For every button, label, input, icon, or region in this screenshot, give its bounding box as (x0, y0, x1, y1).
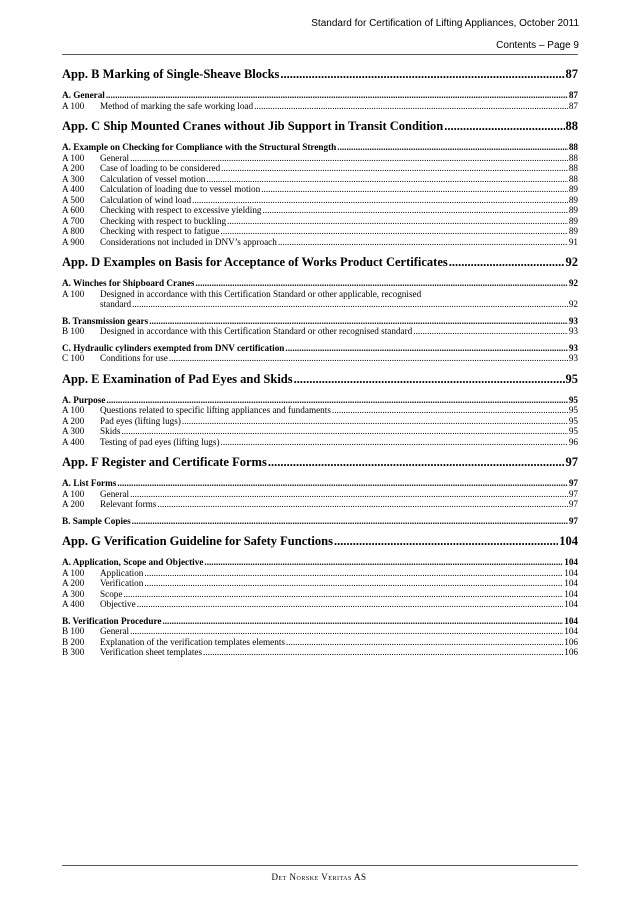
item-number: A 300 (62, 173, 85, 184)
leader-dots (195, 278, 567, 289)
section-title: A. List Forms (62, 478, 117, 488)
leader-dots (268, 455, 565, 470)
toc-item-entry[interactable] (62, 489, 578, 500)
leader-dots (221, 437, 568, 448)
toc-section-entry[interactable] (62, 142, 578, 153)
toc-item-entry[interactable] (62, 205, 578, 216)
leader-dots (132, 516, 568, 527)
item-page: 92 (568, 299, 578, 309)
item-number: A 100 (62, 100, 85, 111)
item-page: 104 (564, 578, 578, 588)
item-number: C 100 (62, 353, 85, 363)
header-divider (62, 54, 578, 55)
section-page: 97 (568, 478, 578, 488)
toc-section-entry[interactable] (62, 395, 578, 406)
leader-dots (144, 568, 563, 579)
leader-dots (169, 353, 568, 364)
leader-dots (261, 184, 568, 195)
item-page: 104 (564, 626, 578, 636)
toc-item-entry[interactable] (62, 289, 578, 310)
toc-section-entry[interactable] (62, 478, 578, 489)
item-title: Calculation of loading due to vessel motion (100, 184, 261, 194)
toc-item-entry[interactable] (62, 405, 578, 416)
toc-item-entry[interactable] (62, 216, 578, 227)
toc-appendix-entry[interactable] (62, 67, 578, 82)
toc-item-entry[interactable] (62, 184, 578, 195)
leader-dots (206, 174, 567, 185)
item-page: 95 (568, 405, 578, 415)
item-title: Objective (100, 599, 136, 609)
item-number: A 400 (62, 436, 85, 447)
item-number: A 500 (62, 194, 85, 205)
toc-item-entry[interactable] (62, 195, 578, 206)
item-number: A 200 (62, 415, 85, 426)
leader-dots (121, 426, 567, 437)
leader-dots (294, 372, 565, 387)
section-title: A. Winches for Shipboard Cranes (62, 278, 195, 288)
item-page: 106 (564, 636, 578, 647)
toc-section-entry[interactable] (62, 616, 578, 627)
item-title-continued: standard (100, 299, 132, 309)
item-page: 96 (568, 436, 578, 447)
item-number: A 900 (62, 236, 85, 247)
toc-item-entry[interactable] (62, 568, 578, 579)
appendix-title: App. F Register and Certificate Forms (62, 455, 267, 469)
section-page: 87 (568, 90, 578, 100)
item-page: 95 (568, 426, 578, 436)
item-page: 104 (564, 567, 578, 578)
page-footer (0, 872, 638, 882)
appendix-page: 104 (559, 534, 578, 548)
footer-publisher: Det Norske Veritas AS (271, 872, 367, 882)
appendix-title: App. E Examination of Pad Eyes and Skids (62, 371, 293, 386)
toc-item-entry[interactable] (62, 578, 578, 589)
item-title: Verification (100, 578, 144, 588)
appendix-page: 97 (565, 455, 578, 469)
item-page: 104 (564, 588, 578, 599)
item-number: B 100 (62, 626, 85, 636)
item-title: Calculation of wind load (100, 194, 192, 205)
item-title: Considerations not included in DNV’s approach (100, 236, 277, 247)
toc-item-entry[interactable] (62, 237, 578, 248)
leader-dots (130, 153, 568, 164)
appendix-title: App. D Examples on Basis for Acceptance of Works Product Certificates (62, 255, 448, 269)
item-title: Conditions for use (100, 353, 168, 363)
leader-dots (137, 599, 564, 610)
toc-section-entry[interactable] (62, 557, 578, 568)
item-page: 93 (568, 353, 578, 363)
leader-dots (123, 589, 563, 600)
item-title: General (100, 488, 130, 499)
leader-dots (280, 67, 564, 82)
item-page: 89 (568, 184, 578, 194)
leader-dots (278, 237, 568, 248)
item-number: B 100 (62, 326, 85, 336)
toc-item-entry[interactable] (62, 153, 578, 164)
appendix-page: 87 (565, 67, 578, 81)
toc-appendix-entry[interactable] (62, 534, 578, 549)
toc-item-entry[interactable] (62, 226, 578, 237)
item-title: Scope (100, 588, 123, 599)
item-number: B 300 (62, 647, 85, 657)
item-number: A 800 (62, 226, 85, 236)
section-page: 88 (568, 142, 578, 152)
item-page: 89 (568, 215, 578, 226)
leader-dots (413, 326, 568, 337)
item-number: A 200 (62, 499, 85, 509)
leader-dots (157, 499, 567, 510)
section-title: C. Hydraulic cylinders exempted from DNV certification (62, 342, 285, 353)
item-page: 97 (568, 488, 578, 499)
section-title: A. General (62, 90, 105, 100)
item-title: Method of marking the safe working load (100, 100, 254, 111)
toc-section-entry[interactable] (62, 516, 578, 527)
appendix-page: 88 (565, 119, 578, 133)
item-number: A 400 (62, 184, 85, 194)
section-page: 104 (564, 557, 578, 567)
toc-item-entry[interactable] (62, 416, 578, 427)
section-page: 92 (568, 278, 578, 288)
item-number: A 100 (62, 567, 85, 578)
item-page: 93 (568, 326, 578, 336)
item-page: 88 (568, 163, 578, 173)
toc-section-entry[interactable] (62, 316, 578, 327)
appendix-page: 92 (565, 255, 578, 269)
section-title: A. Application, Scope and Objective (62, 557, 204, 567)
item-title: Case of loading to be considered (100, 163, 221, 173)
section-page: 95 (568, 394, 578, 405)
item-number: A 100 (62, 405, 85, 415)
toc-appendix-entry[interactable] (62, 455, 578, 470)
leader-dots (332, 405, 568, 416)
item-title: Application (100, 567, 144, 578)
leader-dots (132, 299, 568, 310)
item-title: Pad eyes (lifting lugs) (100, 415, 181, 426)
item-number: A 200 (62, 578, 85, 588)
item-number: A 200 (62, 163, 85, 173)
leader-dots (182, 416, 568, 427)
leader-dots (285, 343, 567, 354)
item-page: 87 (568, 100, 578, 111)
toc-item-entry[interactable] (62, 647, 578, 658)
item-number: A 400 (62, 599, 85, 609)
item-title: Relevant forms (100, 499, 157, 509)
leader-dots (192, 195, 568, 206)
toc-item-entry[interactable] (62, 353, 578, 364)
toc-section-entry[interactable] (62, 90, 578, 101)
toc-item-entry[interactable] (62, 599, 578, 610)
item-title: Checking with respect to excessive yielding (100, 205, 262, 215)
toc-section-entry[interactable] (62, 278, 578, 289)
section-page: 104 (564, 615, 578, 626)
item-page: 106 (564, 647, 578, 657)
item-page: 91 (568, 236, 578, 247)
toc-section-entry[interactable] (62, 343, 578, 354)
toc-item-entry[interactable] (62, 174, 578, 185)
section-title: B. Transmission gears (62, 315, 149, 326)
item-page: 89 (568, 226, 578, 236)
appendix-title: App. C Ship Mounted Cranes without Jib Support in Transit Condition (62, 119, 444, 133)
item-page: 95 (568, 415, 578, 426)
leader-dots (149, 316, 568, 327)
item-number: A 100 (62, 288, 85, 299)
toc-item-entry[interactable] (62, 437, 578, 448)
item-page: 89 (568, 205, 578, 215)
item-number: A 300 (62, 588, 85, 599)
leader-dots (130, 626, 563, 637)
item-number: A 300 (62, 426, 85, 436)
running-header-title: Standard for Certification of Lifting Appliances, October 2011 (311, 18, 579, 29)
leader-dots (162, 616, 563, 627)
leader-dots (144, 578, 563, 589)
running-header-page: Contents – Page 9 (496, 40, 579, 51)
section-page: 97 (568, 515, 578, 526)
item-page: 88 (568, 173, 578, 184)
toc-item-entry[interactable] (62, 499, 578, 510)
toc-appendix-entry[interactable] (62, 372, 578, 387)
appendix-title: App. B Marking of Single-Sheave Blocks (62, 67, 280, 81)
toc-appendix-entry[interactable] (62, 255, 578, 270)
appendix-title: App. G Verification Guideline for Safety Functions (62, 534, 333, 548)
item-title: Checking with respect to fatigue (100, 226, 220, 236)
item-title: Calculation of vessel motion (100, 173, 206, 184)
leader-dots (254, 101, 568, 112)
item-number: A 100 (62, 152, 85, 163)
table-of-contents (62, 63, 578, 658)
section-title: B. Sample Copies (62, 515, 131, 526)
item-title: General (100, 152, 130, 163)
item-number: B 200 (62, 636, 85, 647)
leader-dots (106, 90, 568, 101)
leader-dots (444, 119, 564, 134)
leader-dots (130, 489, 568, 500)
item-title: Designed in accordance with this Certification Standard or other applicable, recognised (100, 288, 422, 299)
toc-item-entry[interactable] (62, 589, 578, 600)
toc-appendix-entry[interactable] (62, 119, 578, 134)
leader-dots (106, 395, 567, 406)
leader-dots (221, 163, 568, 174)
section-title: B. Verification Procedure (62, 615, 162, 626)
item-title: General (100, 626, 130, 636)
item-title: Questions related to specific lifting appliances and fundaments (100, 405, 331, 415)
leader-dots (337, 142, 568, 153)
section-page: 93 (568, 315, 578, 326)
leader-dots (227, 216, 568, 227)
item-page: 104 (564, 599, 578, 609)
item-title: Designed in accordance with this Certification Standard or other recognised standard (100, 326, 413, 336)
item-title: Checking with respect to buckling (100, 215, 227, 226)
item-page: 89 (568, 194, 578, 205)
item-page: 88 (568, 152, 578, 163)
appendix-page: 95 (565, 371, 578, 386)
leader-dots (203, 647, 563, 658)
leader-dots (220, 226, 567, 237)
item-number: A 700 (62, 215, 85, 226)
toc-item-entry[interactable] (62, 426, 578, 437)
leader-dots (263, 205, 568, 216)
toc-item-entry[interactable] (62, 101, 578, 112)
leader-dots (449, 255, 565, 270)
leader-dots (204, 557, 563, 568)
footer-divider (62, 865, 578, 866)
item-title: Testing of pad eyes (lifting lugs) (100, 436, 220, 447)
toc-item-entry[interactable] (62, 326, 578, 337)
leader-dots (286, 637, 563, 648)
toc-item-entry[interactable] (62, 637, 578, 648)
section-title: A. Example on Checking for Compliance with the Structural Strength (62, 142, 337, 152)
item-title: Verification sheet templates (100, 647, 203, 657)
section-page: 93 (568, 342, 578, 353)
toc-item-entry[interactable] (62, 163, 578, 174)
item-page: 97 (568, 499, 578, 509)
item-title: Explanation of the verification templates elements (100, 636, 285, 647)
item-title: Skids (100, 426, 121, 436)
item-number: A 100 (62, 488, 85, 499)
leader-dots (334, 534, 558, 549)
section-title: A. Purpose (62, 394, 106, 405)
leader-dots (117, 478, 567, 489)
toc-item-entry[interactable] (62, 626, 578, 637)
item-number: A 600 (62, 205, 85, 215)
